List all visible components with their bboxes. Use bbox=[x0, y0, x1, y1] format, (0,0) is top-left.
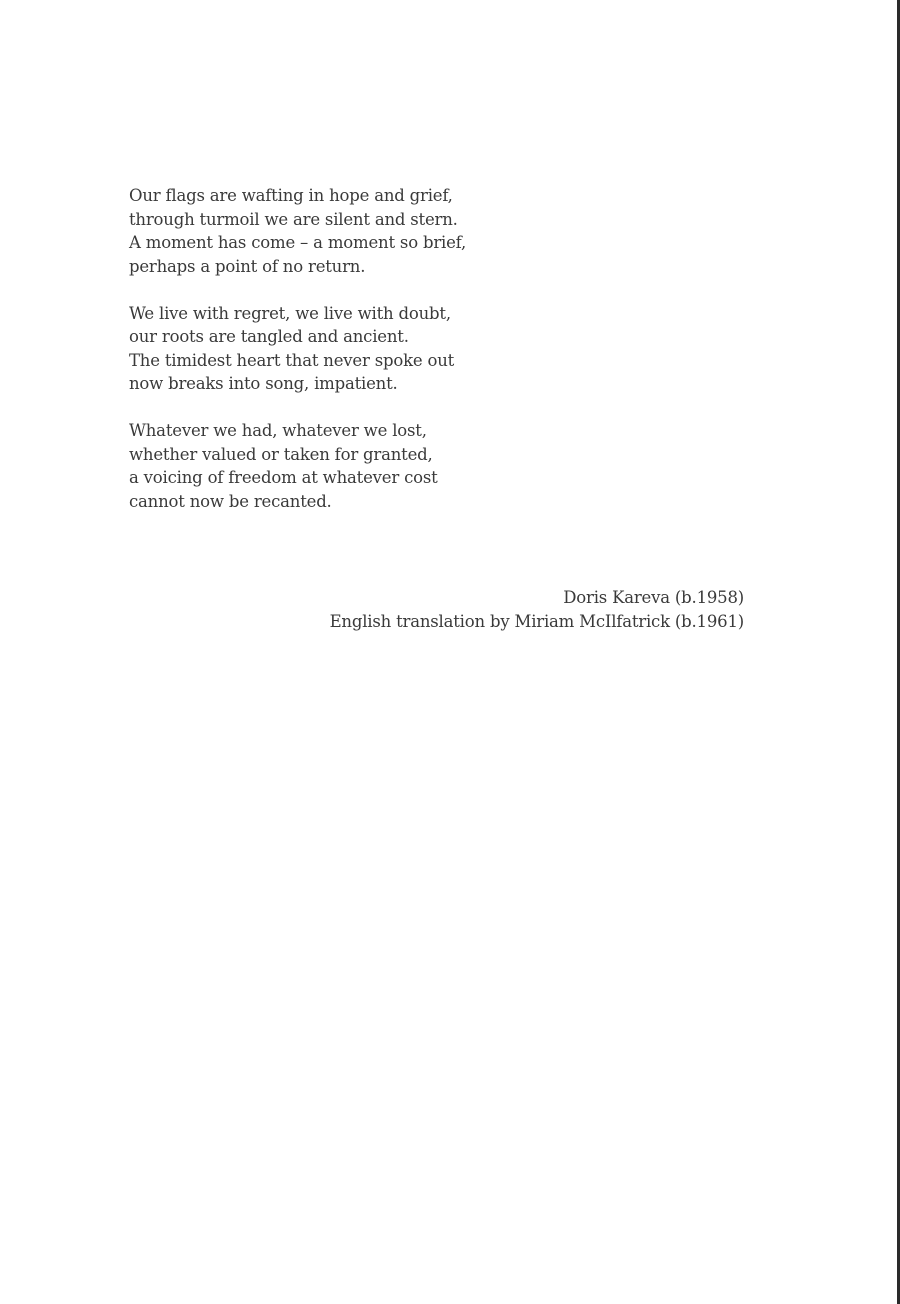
poem-line: The timidest heart that never spoke out bbox=[129, 350, 455, 370]
poem-line: a voicing of freedom at whatever cost bbox=[129, 468, 438, 487]
poem-line: through turmoil we are silent and stern. bbox=[129, 209, 458, 229]
poem-stanza-1 bbox=[129, 184, 649, 278]
poem-line: our roots are tangled and ancient. bbox=[129, 327, 409, 346]
poem-text bbox=[129, 184, 649, 537]
poem-line: whether valued or taken for granted, bbox=[129, 444, 433, 464]
poem-stanza-2 bbox=[129, 302, 649, 396]
poem-credits bbox=[330, 586, 744, 633]
poem-line: Our flags are wafting in hope and grief, bbox=[129, 186, 453, 205]
poem-line: perhaps a point of no return. bbox=[129, 256, 366, 276]
author-credit: Doris Kareva (b.1958) bbox=[563, 588, 744, 607]
poem-line: Whatever we had, whatever we lost, bbox=[129, 421, 427, 440]
translator-credit: English translation by Miriam McIlfatrick (b.1961) bbox=[329, 611, 744, 631]
poem-line: now breaks into song, impatient. bbox=[129, 374, 398, 393]
poem-line: cannot now be recanted. bbox=[129, 491, 332, 511]
poem-line: A moment has come – a moment so brief, bbox=[129, 233, 467, 252]
poem-stanza-3 bbox=[129, 419, 649, 513]
poem-line: We live with regret, we live with doubt, bbox=[129, 303, 451, 323]
